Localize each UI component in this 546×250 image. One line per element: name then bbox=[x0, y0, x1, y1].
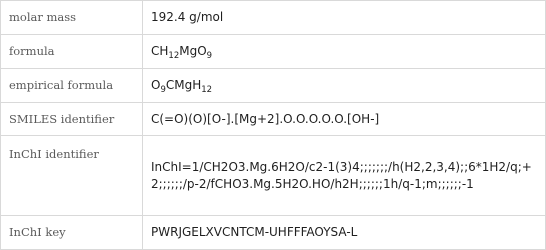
inchi-value: InChI=1/CH2O3.Mg.6H2O/c2-1(3)4;;;;;;;/h(H2,2,3,4);;6*1H2/q;+2;;;;;;/p-2/fCHO3.Mg.5H2O.HO/h2H;;;;;;1h/q-1;m;;;;;;-1 bbox=[151, 159, 532, 191]
inchi-cell bbox=[143, 136, 546, 216]
table-row bbox=[1, 216, 546, 250]
formula-part: CMgH bbox=[165, 78, 202, 92]
empirical-formula-label: empirical formula bbox=[1, 69, 143, 103]
formula-subscript: 12 bbox=[201, 85, 213, 95]
inchi-label: InChI identifier bbox=[1, 136, 143, 216]
formula-part: MgO bbox=[179, 44, 207, 58]
molar-mass-value: 192.4 g/mol bbox=[143, 1, 546, 35]
smiles-label: SMILES identifier bbox=[1, 103, 143, 136]
table-row bbox=[1, 69, 546, 103]
empirical-formula-value bbox=[143, 69, 546, 103]
inchi-key-value: PWRJGELXVCNTCM-UHFFFAOYSA-L bbox=[143, 216, 546, 250]
formula-subscript: 9 bbox=[160, 85, 166, 95]
formula-value bbox=[143, 35, 546, 69]
formula-part: O bbox=[151, 78, 161, 92]
formula-subscript: 12 bbox=[168, 51, 180, 61]
inchi-key-label: InChI key bbox=[1, 216, 143, 250]
formula-part: CH bbox=[151, 44, 169, 58]
formula-subscript: 9 bbox=[206, 51, 213, 61]
table-row bbox=[1, 1, 546, 35]
smiles-value: C(=O)(O)[O-].[Mg+2].O.O.O.O.O.[OH-] bbox=[143, 103, 546, 136]
formula-label: formula bbox=[1, 35, 143, 69]
table-row bbox=[1, 136, 546, 216]
table-row bbox=[1, 103, 546, 136]
molar-mass-label: molar mass bbox=[1, 1, 143, 35]
table-row bbox=[1, 35, 546, 69]
